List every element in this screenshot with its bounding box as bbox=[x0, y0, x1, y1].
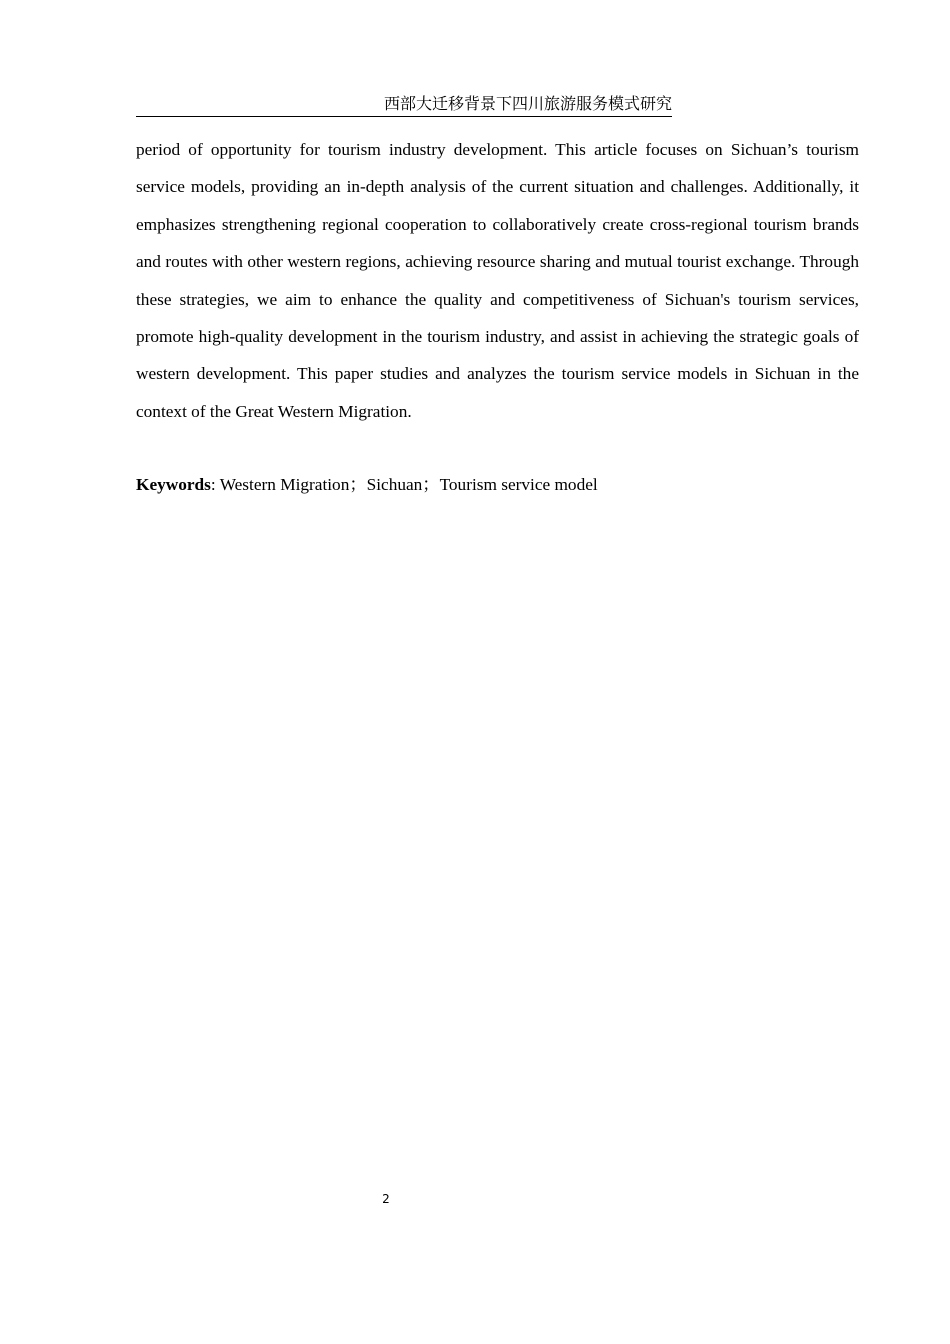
abstract-paragraph: period of opportunity for tourism industry development. This article focuses on Sichuan’s tourism service models, providing an in-depth analysis of the current situation and challenges. Additionally, it emphasizes strengthening regional cooperation to collaboratively create cross-regional tourism brands and routes with other western regions, achieving resource sharing and mutual tourist exchange. Through these strategies, we aim to enhance the quality and competitiveness of Sichuan's tourism services, promote high-quality development in the tourism industry, and assist in achieving the strategic goals of western development. This paper studies and analyzes the tourism service models in Sichuan in the context of the Great Western Migration. bbox=[136, 140, 859, 421]
running-header: 西部大迁移背景下四川旅游服务模式研究 bbox=[136, 92, 672, 117]
keywords-separator: : bbox=[210, 475, 220, 494]
keywords-label: Keywords bbox=[136, 475, 211, 494]
page-number: 2 bbox=[382, 1192, 390, 1206]
keywords-line bbox=[136, 466, 859, 503]
keywords-list: Western Migration；Sichuan；Tourism service model bbox=[219, 475, 598, 494]
